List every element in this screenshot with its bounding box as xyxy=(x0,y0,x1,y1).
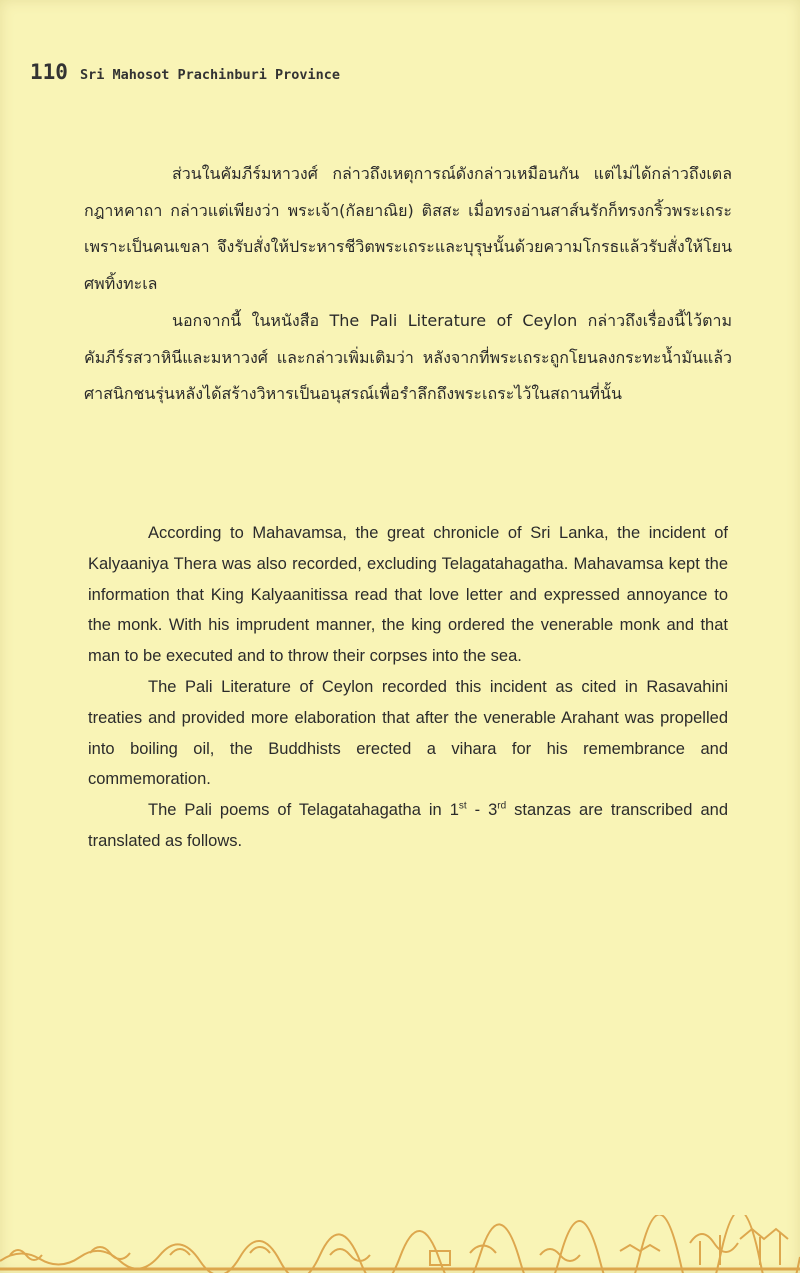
decorative-border-ornament-icon xyxy=(0,1215,800,1273)
running-title: Sri Mahosot Prachinburi Province xyxy=(79,67,341,83)
english-paragraph-1: According to Mahavamsa, the great chronicle of Sri Lanka, the incident of Kalyaaniya Thera was also recorded, excluding Telagatahagatha. Mahavamsa kept the information that King Kalyaanitissa read that love letter and expressed annoyance to the monk. With his imprudent manner, the king ordered the venerable monk and that man to be executed and to throw their corpses into the sea. xyxy=(88,524,728,666)
superscript-rd: rd xyxy=(497,800,507,812)
thai-text-section xyxy=(84,156,732,413)
stanza-text-after: stanzas are transcribed and translated as follows. xyxy=(88,801,728,850)
stanza-text-middle: - 3 xyxy=(466,801,498,820)
superscript-st: st xyxy=(458,800,467,812)
page-header xyxy=(30,60,340,90)
stanza-text-before: The Pali poems of Telagatahagatha in 1 xyxy=(148,801,459,820)
page-number: 110 xyxy=(30,60,68,84)
english-paragraph-2: The Pali Literature of Ceylon recorded this incident as cited in Rasavahini treaties and provided more elaboration that after the venerable Arahant was propelled into boiling oil, the Buddhists erected a vihara for his remembrance and commemoration. xyxy=(88,677,728,789)
thai-paragraph-1: ส่วนในคัมภีร์มหาวงศ์ กล่าวถึงเหตุการณ์ดังกล่าวเหมือนกัน แต่ไม่ได้กล่าวถึงเตลกฎาหคาถา กล่าวแต่เพียงว่า พระเจ้า(กัลยาณิย) ติสสะ เมื่อทรงอ่านสาส์นรักก็ทรงกริ้วพระเถระ เพราะเป็นคนเขลา จึงรับสั่งให้ประหารชีวิตพระเถระและบุรุษนั้นด้วยความโกรธแล้วรับสั่งให้โยนศพทิ้งทะเล xyxy=(84,164,732,294)
english-text-section xyxy=(88,518,728,857)
english-paragraph-3 xyxy=(88,795,728,857)
thai-paragraph-2: นอกจากนี้ ในหนังสือ The Pali Literature of Ceylon กล่าวถึงเรื่องนี้ไว้ตามคัมภีร์รสวาหินีและมหาวงศ์ และกล่าวเพิ่มเติมว่า หลังจากที่พระเถระถูกโยนลงกระทะน้ำมันแล้ว ศาสนิกชนรุ่นหลังได้สร้างวิหารเป็นอนุสรณ์เพื่อรำลึกถึงพระเถระไว้ในสถานที่นั้น xyxy=(84,310,732,404)
